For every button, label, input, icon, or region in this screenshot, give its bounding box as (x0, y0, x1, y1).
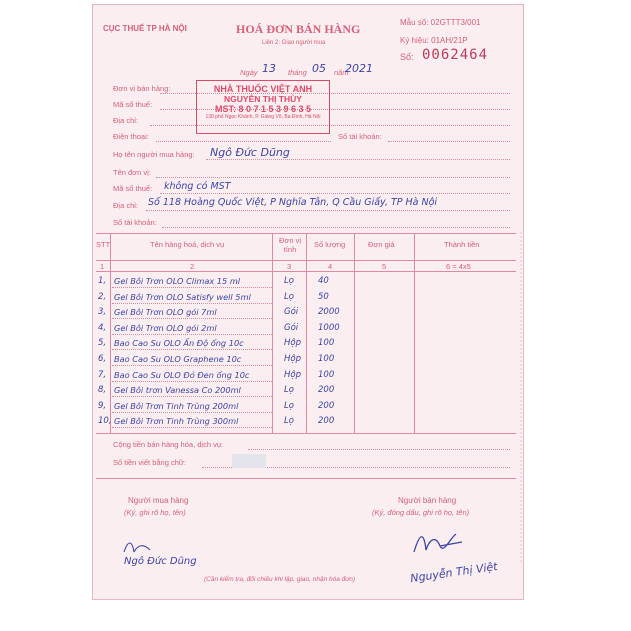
row-unit: Lọ (284, 401, 294, 411)
row-unit: Lọ (284, 292, 294, 302)
col-index-2: 2 (190, 262, 195, 271)
row-no: 2, (98, 292, 107, 302)
col-header-name: Tên hàng hoá, dịch vụ (150, 240, 225, 249)
tax-agency: CỤC THUẾ TP HÀ NỘI (103, 24, 187, 33)
footer-note: (Cần kiểm tra, đối chiếu khi lập, giao, nhận hóa đơn) (204, 576, 355, 583)
invoice-number: 0062464 (422, 47, 489, 63)
row-underline (112, 427, 272, 428)
date-day: 13 (262, 62, 276, 75)
buyer-tax-label: Mã số thuế: (113, 184, 153, 193)
buyer-signature-name: Ngô Đức Dũng (124, 556, 197, 567)
buyer-signature-note: (Ký, ghi rõ họ, tên) (124, 508, 186, 517)
row-name: Gel Bôi Trơn Tinh Trùng 200ml (114, 401, 239, 411)
total-words-label: Số tiền viết bằng chữ: (113, 458, 186, 467)
row-unit: Hộp (284, 354, 301, 364)
row-name: Gel Bôi Trơn Tinh Trùng 300ml (114, 416, 239, 426)
row-name: Bao Cao Su OLO Ấn Độ ống 10c (114, 338, 244, 348)
row-unit: Lọ (284, 276, 294, 286)
col-index-5: 5 (382, 262, 387, 271)
row-underline (112, 334, 272, 335)
buyer-unit-label: Tên đơn vị: (113, 168, 151, 177)
row-qty: 1000 (318, 323, 340, 333)
total-sum-label: Cộng tiền bán hàng hóa, dịch vụ: (113, 440, 224, 449)
seller-signature-mark (410, 528, 470, 558)
row-underline (112, 381, 272, 382)
row-qty: 100 (318, 338, 335, 348)
col-index-6: 6 = 4x5 (446, 262, 471, 271)
buyer-name: Ngô Đức Dũng (210, 146, 290, 159)
row-no: 7, (98, 370, 107, 380)
date-month-label: tháng (288, 68, 307, 77)
seller-phone-label: Điện thoại: (113, 132, 149, 141)
stamp-address: 130 phố Ngọc Khánh, P. Giảng Võ, Ba Đình, Hà Nội (205, 114, 321, 120)
copy-note: Liên 2: Giao người mua (262, 40, 326, 46)
date-year-label: năm (334, 68, 349, 77)
buyer-signature-title: Người mua hàng (128, 496, 189, 505)
row-name: Gel Bôi Trơn OLO Climax 15 ml (114, 276, 241, 286)
buyer-signature-mark (120, 538, 160, 558)
row-qty: 100 (318, 354, 335, 364)
invoice-symbol: Ký hiệu: 01AH/21P (400, 36, 468, 45)
col-index-4: 4 (328, 262, 333, 271)
row-name: Bao Cao Su OLO Đỏ Đen ống 10c (114, 370, 250, 380)
row-qty: 200 (318, 416, 335, 426)
col-index-3: 3 (287, 262, 292, 271)
col-header-qty: Số lượng (314, 240, 346, 249)
seller-tax-label: Mã số thuế: (113, 100, 153, 109)
row-underline (112, 318, 272, 319)
side-print-strip (516, 232, 526, 562)
row-underline (112, 303, 272, 304)
stamp-owner-name: NGUYỄN THỊ THÙY (224, 94, 302, 104)
invoice-title: HOÁ ĐƠN BÁN HÀNG (236, 22, 361, 36)
number-label: Số: (400, 52, 414, 62)
stamp-shop-name: NHÀ THUỐC VIỆT ANH (213, 84, 313, 94)
row-qty: 200 (318, 385, 335, 395)
row-unit: Hộp (284, 338, 301, 348)
seller-account-label: Số tài khoản: (338, 132, 382, 141)
col-index-1: 1 (100, 262, 105, 271)
row-name: Gel Bôi Trơn OLO gói 7ml (114, 307, 217, 317)
row-unit: Gói (284, 323, 299, 333)
seller-unit-label: Đơn vị bán hàng: (113, 84, 171, 93)
buyer-address: Số 118 Hoàng Quốc Việt, P Nghĩa Tân, Q Cầu Giấy, TP Hà Nội (148, 197, 438, 208)
date-year: 2021 (345, 62, 373, 75)
redacted-box (232, 454, 266, 468)
seller-signature-title: Người bán hàng (398, 496, 457, 505)
buyer-tax-value: không có MST (164, 181, 231, 192)
row-name: Gel Bôi Trơn OLO Satisfy well 5ml (114, 292, 251, 302)
buyer-name-label: Họ tên người mua hàng: (113, 150, 195, 159)
date-day-label: Ngày (240, 68, 258, 77)
row-unit: Hộp (284, 370, 301, 380)
seller-signature-note: (Ký, đóng dấu, ghi rõ họ, tên) (372, 508, 470, 517)
buyer-account-label: Số tài khoản: (113, 218, 157, 227)
row-name: Bao Cao Su OLO Graphene 10c (114, 354, 242, 364)
row-underline (112, 396, 272, 397)
row-underline (112, 287, 272, 288)
row-qty: 200 (318, 401, 335, 411)
col-header-price: Đơn giá (368, 240, 395, 249)
row-no: 3, (98, 307, 107, 317)
row-underline (112, 365, 272, 366)
row-underline (112, 349, 272, 350)
row-qty: 2000 (318, 307, 340, 317)
signature-stroke (414, 534, 462, 552)
row-no: 1, (98, 276, 107, 286)
row-no: 6, (98, 354, 107, 364)
row-no: 8, (98, 385, 107, 395)
row-no: 4, (98, 323, 107, 333)
col-header-unit: Đơn vị tính (278, 236, 301, 254)
date-month: 05 (312, 62, 326, 75)
seller-signature-name: Nguyễn Thị Việt (409, 559, 499, 586)
col-header-amount: Thành tiền (444, 240, 480, 249)
row-no: 10, (98, 416, 112, 426)
row-unit: Lọ (284, 385, 294, 395)
row-no: 5, (98, 338, 107, 348)
seller-stamp (196, 80, 330, 134)
row-qty: 40 (318, 276, 329, 286)
form-number: Mẫu số: 02GTTT3/001 (400, 18, 481, 27)
row-unit: Gói (284, 307, 299, 317)
row-qty: 50 (318, 292, 329, 302)
row-name: Gel Bôi Trơn OLO gói 2ml (114, 323, 217, 333)
row-no: 9, (98, 401, 107, 411)
row-underline (112, 412, 272, 413)
seller-address-label: Địa chỉ: (113, 116, 139, 125)
row-name: Gel Bôi trơn Vanessa Co 200ml (114, 385, 241, 395)
stamp-tax-code: MST: 8 0 7 1 5 3 9 6 3 5 (214, 104, 312, 114)
col-header-stt: STT (96, 240, 111, 249)
signature-stroke (124, 543, 150, 552)
buyer-address-label: Địa chỉ: (113, 201, 139, 210)
row-qty: 100 (318, 370, 335, 380)
row-unit: Lọ (284, 416, 294, 426)
